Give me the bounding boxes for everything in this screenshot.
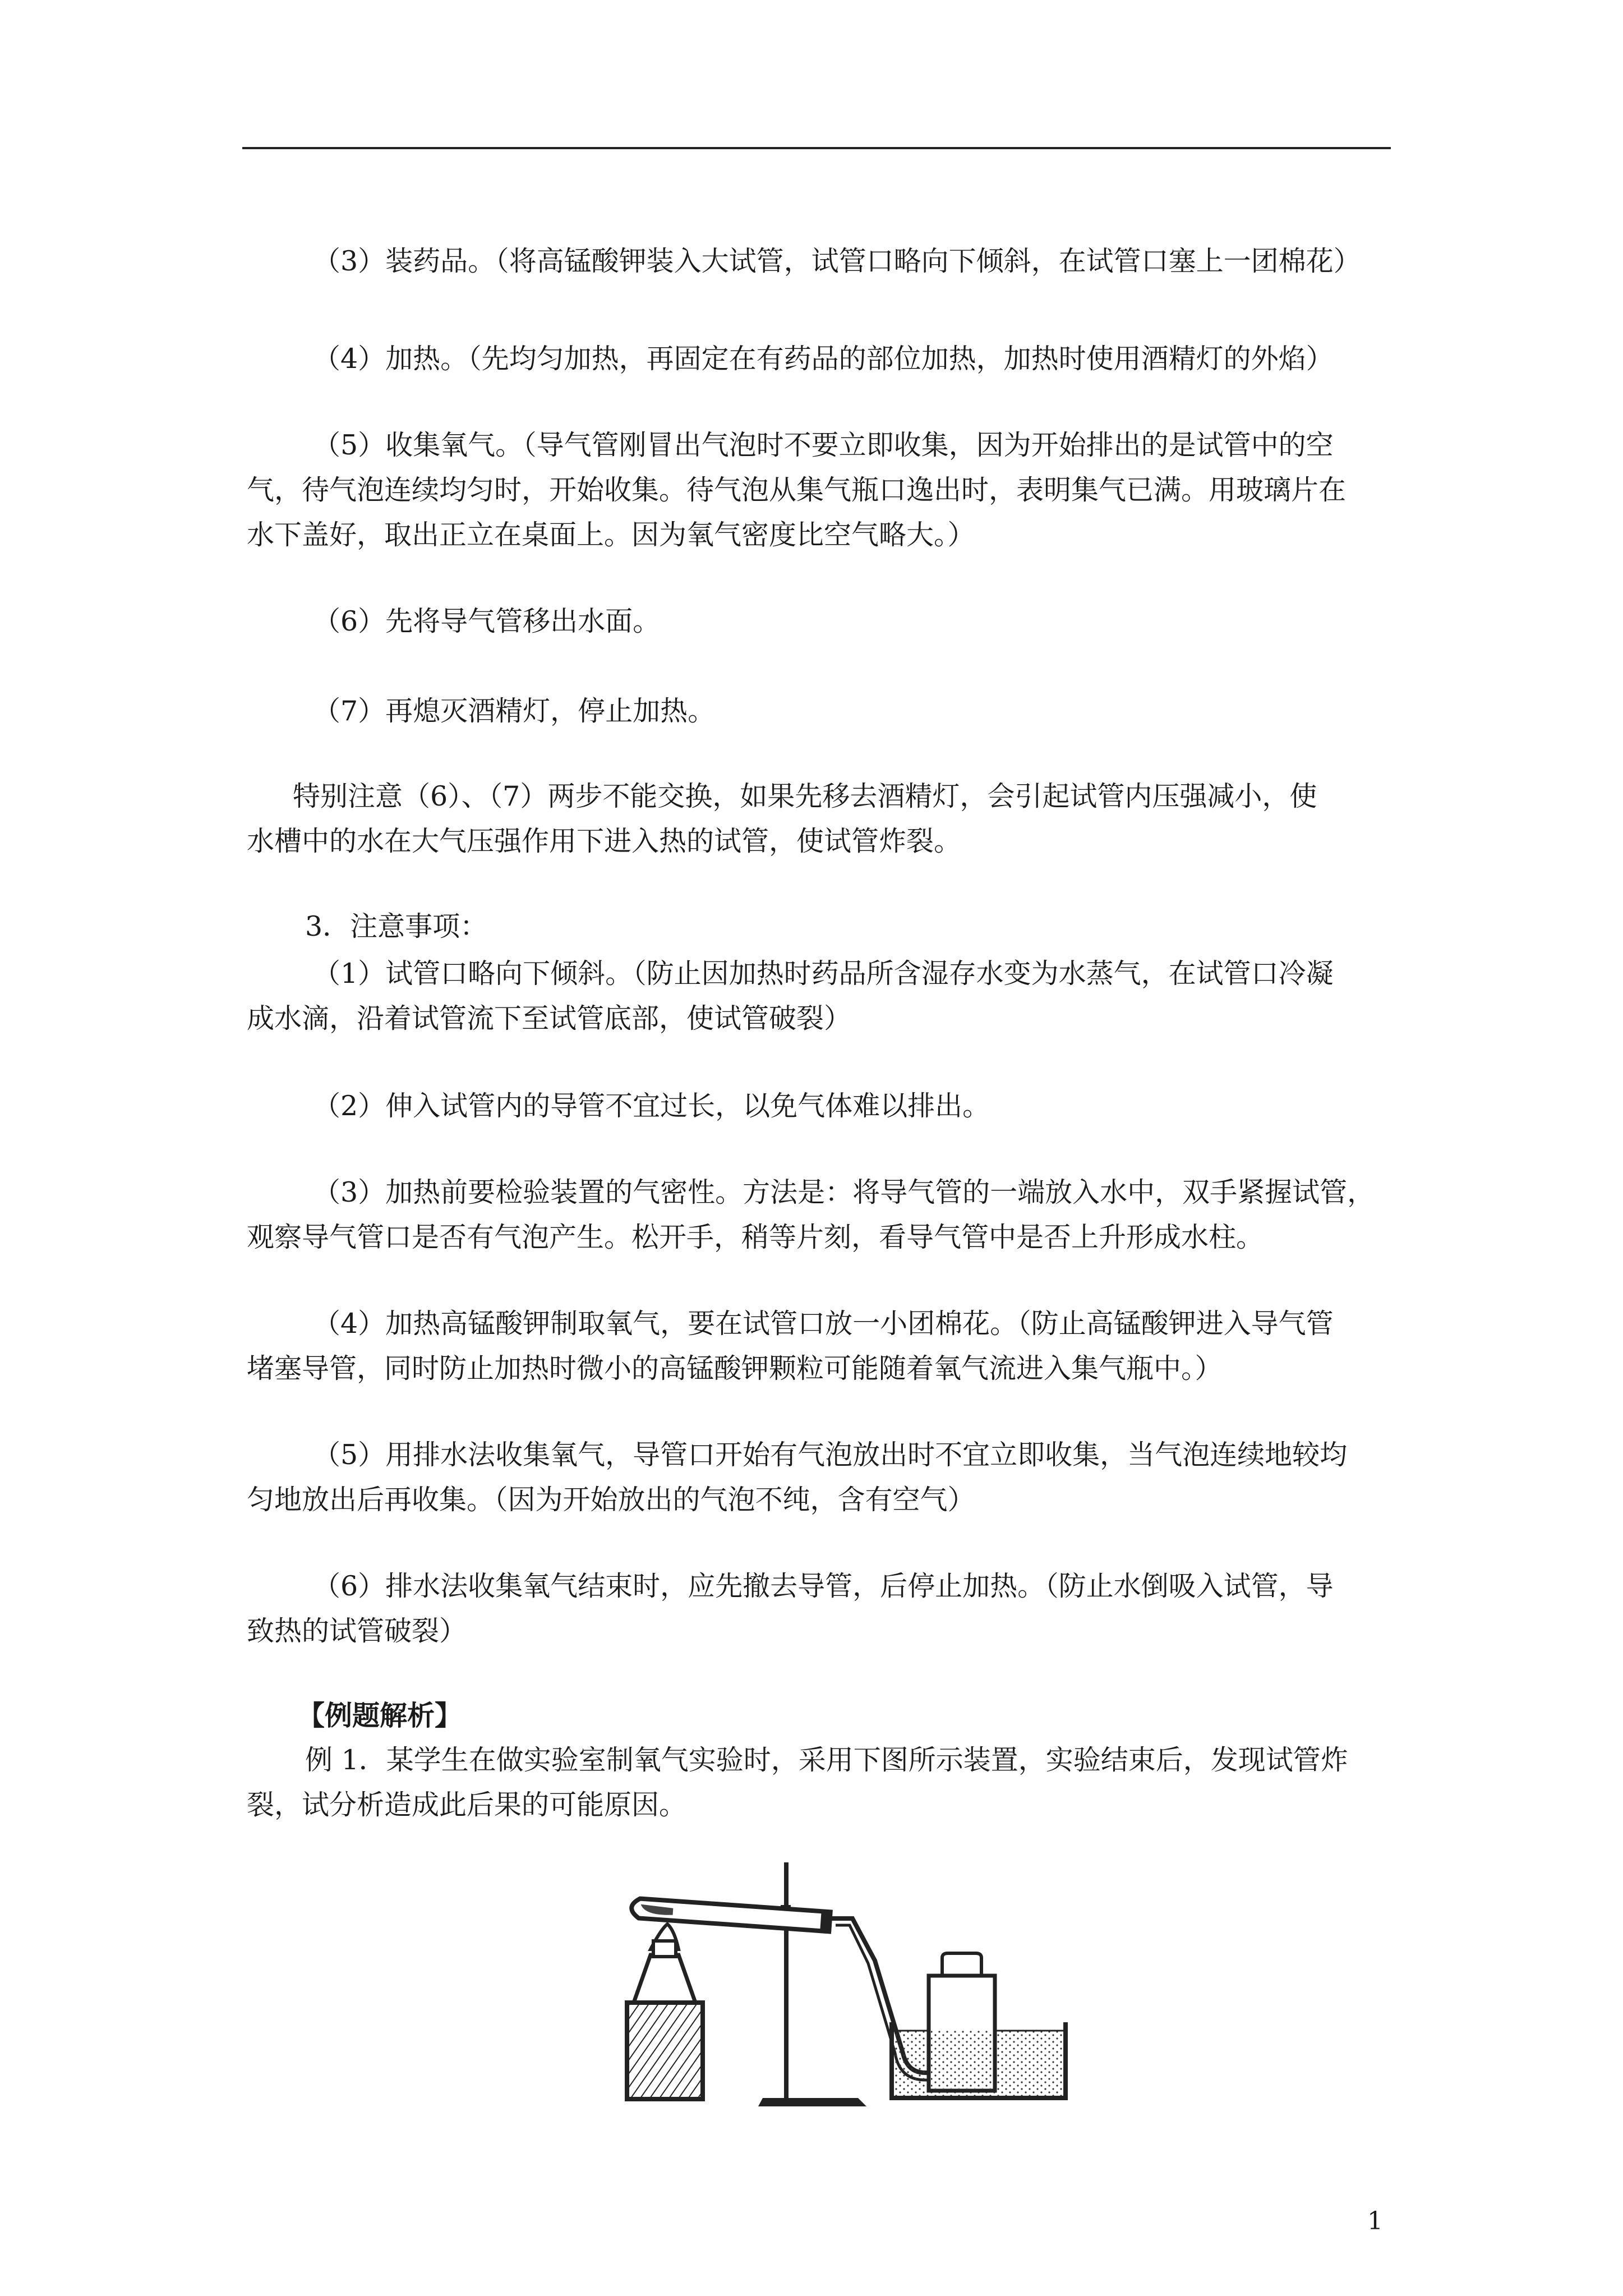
precaution-5-line-1: （5）用排水法收集氧气，导管口开始有气泡放出时不宜立即收集，当气泡连续地较均 [313, 1439, 1348, 1471]
step-5-line-1: （5）收集氧气。（导气管刚冒出气泡时不要立即收集，因为开始排出的是试管中的空 [313, 429, 1334, 461]
page-number: 1 [1367, 2207, 1383, 2235]
oxygen-apparatus-figure [611, 1851, 1116, 2115]
precautions-title: 3．注意事项： [305, 910, 488, 942]
precaution-2: （2）伸入试管内的导管不宜过长，以免气体难以排出。 [313, 1090, 990, 1122]
precaution-3-line-1: （3）加热前要检验装置的气密性。方法是：将导气管的一端放入水中，双手紧握试管， [313, 1176, 1375, 1208]
step-5-line-3: 水下盖好，取出正立在桌面上。因为氧气密度比空气略大。） [247, 519, 975, 551]
step-6: （6）先将导气管移出水面。 [313, 605, 661, 637]
precaution-5-line-2: 匀地放出后再收集。（因为开始放出的气泡不纯，含有空气） [247, 1484, 975, 1516]
precaution-1-line-2: 成水滴，沿着试管流下至试管底部，使试管破裂） [247, 1002, 852, 1034]
precaution-6-line-2: 致热的试管破裂） [247, 1615, 467, 1647]
step-5-line-2: 气，待气泡连续均匀时，开始收集。待气泡从集气瓶口逸出时，表明集气已满。用玻璃片在 [247, 474, 1347, 506]
example-1-line-1: 例 1．某学生在做实验室制氧气实验时，采用下图所示装置，实验结束后，发现试管炸 [305, 1744, 1348, 1776]
precaution-4-line-1: （4）加热高锰酸钾制取氧气，要在试管口放一小团棉花。（防止高锰酸钾进入导气管 [313, 1308, 1334, 1340]
precaution-3-line-2: 观察导气管口是否有气泡产生。松开手，稍等片刻，看导气管中是否上升形成水柱。 [247, 1221, 1264, 1253]
example-1-line-2: 裂，试分析造成此后果的可能原因。 [247, 1789, 687, 1821]
step-3: （3）装药品。（将高锰酸钾装入大试管，试管口略向下倾斜，在试管口塞上一团棉花） [313, 245, 1361, 277]
precaution-6-line-1: （6）排水法收集氧气结束时，应先撤去导管，后停止加热。（防止水倒吸入试管，导 [313, 1570, 1334, 1602]
step-7: （7）再熄灭酒精灯，停止加热。 [313, 695, 716, 727]
precaution-4-line-2: 堵塞导管，同时防止加热时微小的高锰酸钾颗粒可能随着氧气流进入集气瓶中。） [247, 1352, 1223, 1384]
special-note-line-2: 水槽中的水在大气压强作用下进入热的试管，使试管炸裂。 [247, 825, 962, 857]
header-rule [242, 147, 1391, 149]
precaution-1-line-1: （1）试管口略向下倾斜。（防止因加热时药品所含湿存水变为水蒸气，在试管口冷凝 [313, 958, 1334, 990]
special-note-line-1: 特别注意（6）、（7）两步不能交换，如果先移去酒精灯，会引起试管内压强减小，使 [293, 780, 1317, 812]
example-heading: 【例题解析】 [297, 1699, 463, 1732]
step-4: （4）加热。（先均匀加热，再固定在有药品的部位加热，加热时使用酒精灯的外焰） [313, 343, 1334, 375]
